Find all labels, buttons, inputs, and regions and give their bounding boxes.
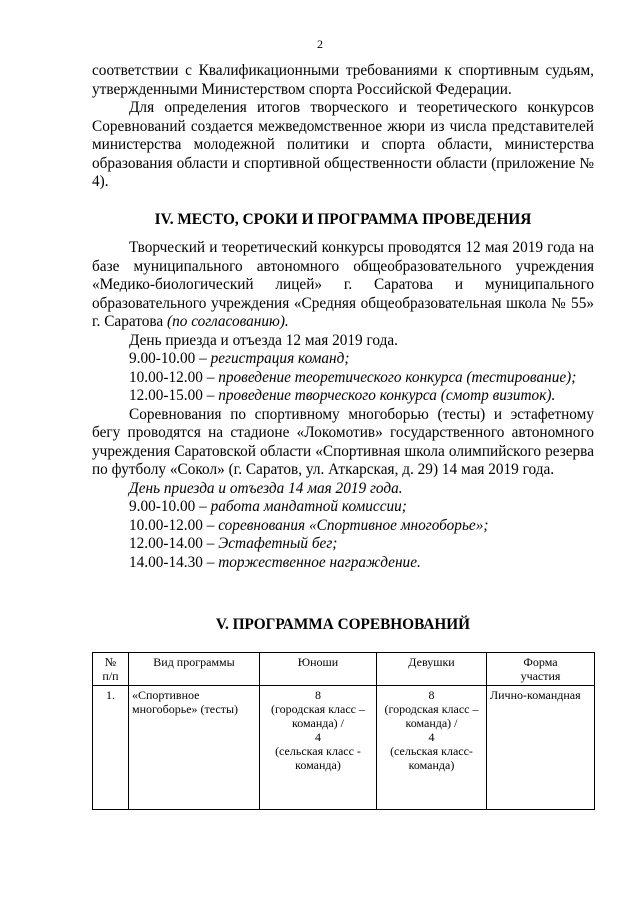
- header-form-l1: Форма: [523, 654, 558, 669]
- cell-girls-l2: (городская класс –: [384, 701, 479, 716]
- schedule-dash: –: [202, 516, 219, 534]
- cell-number: 1.: [93, 685, 129, 809]
- cell-boys-l4: 4: [315, 729, 321, 744]
- cell-girls-l1: 8: [428, 687, 435, 702]
- schedule-event: регистрация команд;: [210, 350, 350, 367]
- schedule-event: проведение творческого конкурса (смотр визиток).: [218, 387, 556, 404]
- schedule-item: [92, 535, 594, 554]
- cell-boys-l2: (городская класс –: [271, 701, 365, 716]
- cell-boys-l3: команда) /: [291, 715, 344, 730]
- cell-boys: [260, 685, 377, 809]
- header-girls: Девушки: [377, 652, 487, 685]
- table-header-row: [93, 652, 595, 685]
- intro-line-1: соответствии с Квалификационными требованиями к спортивным судьям,: [92, 62, 594, 79]
- schedule-event: соревнования «Спортивное многоборье»;: [218, 516, 489, 534]
- schedule-time: 10.00-12.00: [129, 516, 203, 534]
- intro-line-2: утвержденными Министерством спорта Российской Федерации.: [92, 80, 512, 98]
- header-form-l2: участия: [520, 668, 561, 683]
- schedule-item: [92, 554, 594, 573]
- cell-form: Лично-командная: [487, 685, 595, 809]
- header-number: [93, 652, 129, 685]
- program-table: [92, 652, 595, 810]
- header-number-l2: п/п: [102, 668, 119, 683]
- schedule-item: [92, 517, 594, 536]
- cell-program: [129, 685, 260, 809]
- page-number: 2: [317, 37, 323, 51]
- schedule-event: работа мандатной комиссии;: [210, 498, 407, 515]
- schedule-item: [92, 387, 594, 406]
- schedule-time: 14.00-14.30: [129, 553, 203, 571]
- cell-boys-l5: (сельская класс -: [275, 743, 361, 758]
- schedule-dash: –: [202, 553, 219, 571]
- schedule-time: 9.00-10.00: [129, 350, 196, 367]
- cell-girls-l3: команда) /: [405, 715, 458, 730]
- jury-paragraph: Для определения итогов творческого и теоретического конкурсов Соревнований создается межведомственное жюри из числа представителей министерства молодежной политики и спорта области, министерства образования области и спортивной общественности области (приложение № 4).: [92, 99, 594, 190]
- cell-girls-l5: (сельская класс-: [390, 743, 473, 758]
- schedule-time: 9.00-10.00: [129, 498, 196, 515]
- table-row: [93, 685, 595, 809]
- schedule-dash: –: [195, 498, 211, 515]
- schedule-item: [92, 498, 594, 517]
- header-form: [487, 652, 595, 685]
- arrival-day-2: День приезда и отъезда 14 мая 2019 года.: [129, 479, 403, 497]
- venue-paragraph: [92, 239, 594, 332]
- arrival-day-1: День приезда и отъезда 12 мая 2019 года.: [129, 331, 399, 349]
- schedule-time: 12.00-14.00: [129, 535, 203, 552]
- schedule-event: проведение теоретического конкурса (тестирование);: [218, 368, 577, 386]
- schedule-dash: –: [202, 387, 219, 404]
- cell-girls-l4: 4: [428, 729, 435, 744]
- schedule-day-2: [92, 498, 594, 572]
- competition-paragraph: Соревнования по спортивному многоборью (тесты) и эстафетному бегу проводятся на стадионе «Локомотив» государственного автономного учреждения Саратовской области «Спортивная школа олимпийского резерва по футболу «Сокол» (г. Саратов, ул. Аткарская, д. 29) 14 мая 2019 года.: [92, 405, 594, 478]
- header-number-l1: №: [104, 654, 117, 669]
- section-4-title: IV. МЕСТО, СРОКИ И ПРОГРАММА ПРОВЕДЕНИЯ: [154, 210, 532, 228]
- venue-note: (по согласованию).: [167, 313, 289, 330]
- schedule-time: 12.00-15.00: [129, 387, 203, 404]
- schedule-dash: –: [202, 535, 219, 552]
- schedule-event: Эстафетный бег;: [218, 535, 338, 552]
- schedule-item: [92, 350, 594, 369]
- cell-program-l1: «Спортивное: [132, 687, 200, 702]
- venue-text: Творческий и теоретический конкурсы проводятся 12 мая 2019 года на базе муниципального автономного общеобразовательного учреждения «Медико-биологический лицей» г. Саратова и муниципального образовательного учреждения «Средняя общеобразовательная школа № 55» г. Саратова: [92, 239, 594, 330]
- header-boys: Юноши: [260, 652, 377, 685]
- schedule-event: торжественное награждение.: [218, 553, 421, 571]
- header-program: Вид программы: [129, 652, 260, 685]
- schedule-dash: –: [195, 350, 211, 367]
- document-body: [92, 62, 594, 810]
- cell-girls: [377, 685, 487, 809]
- schedule-dash: –: [202, 368, 219, 386]
- cell-program-l2: многоборье» (тесты): [132, 701, 239, 716]
- cell-boys-l6: команда): [295, 757, 341, 772]
- cell-boys-l1: 8: [315, 687, 321, 702]
- schedule-item: [92, 369, 594, 388]
- schedule-day-1: [92, 350, 594, 406]
- section-5-title: V. ПРОГРАММА СОРЕВНОВАНИЙ: [215, 616, 471, 633]
- cell-girls-l6: команда): [408, 757, 455, 772]
- schedule-time: 10.00-12.00: [129, 368, 203, 386]
